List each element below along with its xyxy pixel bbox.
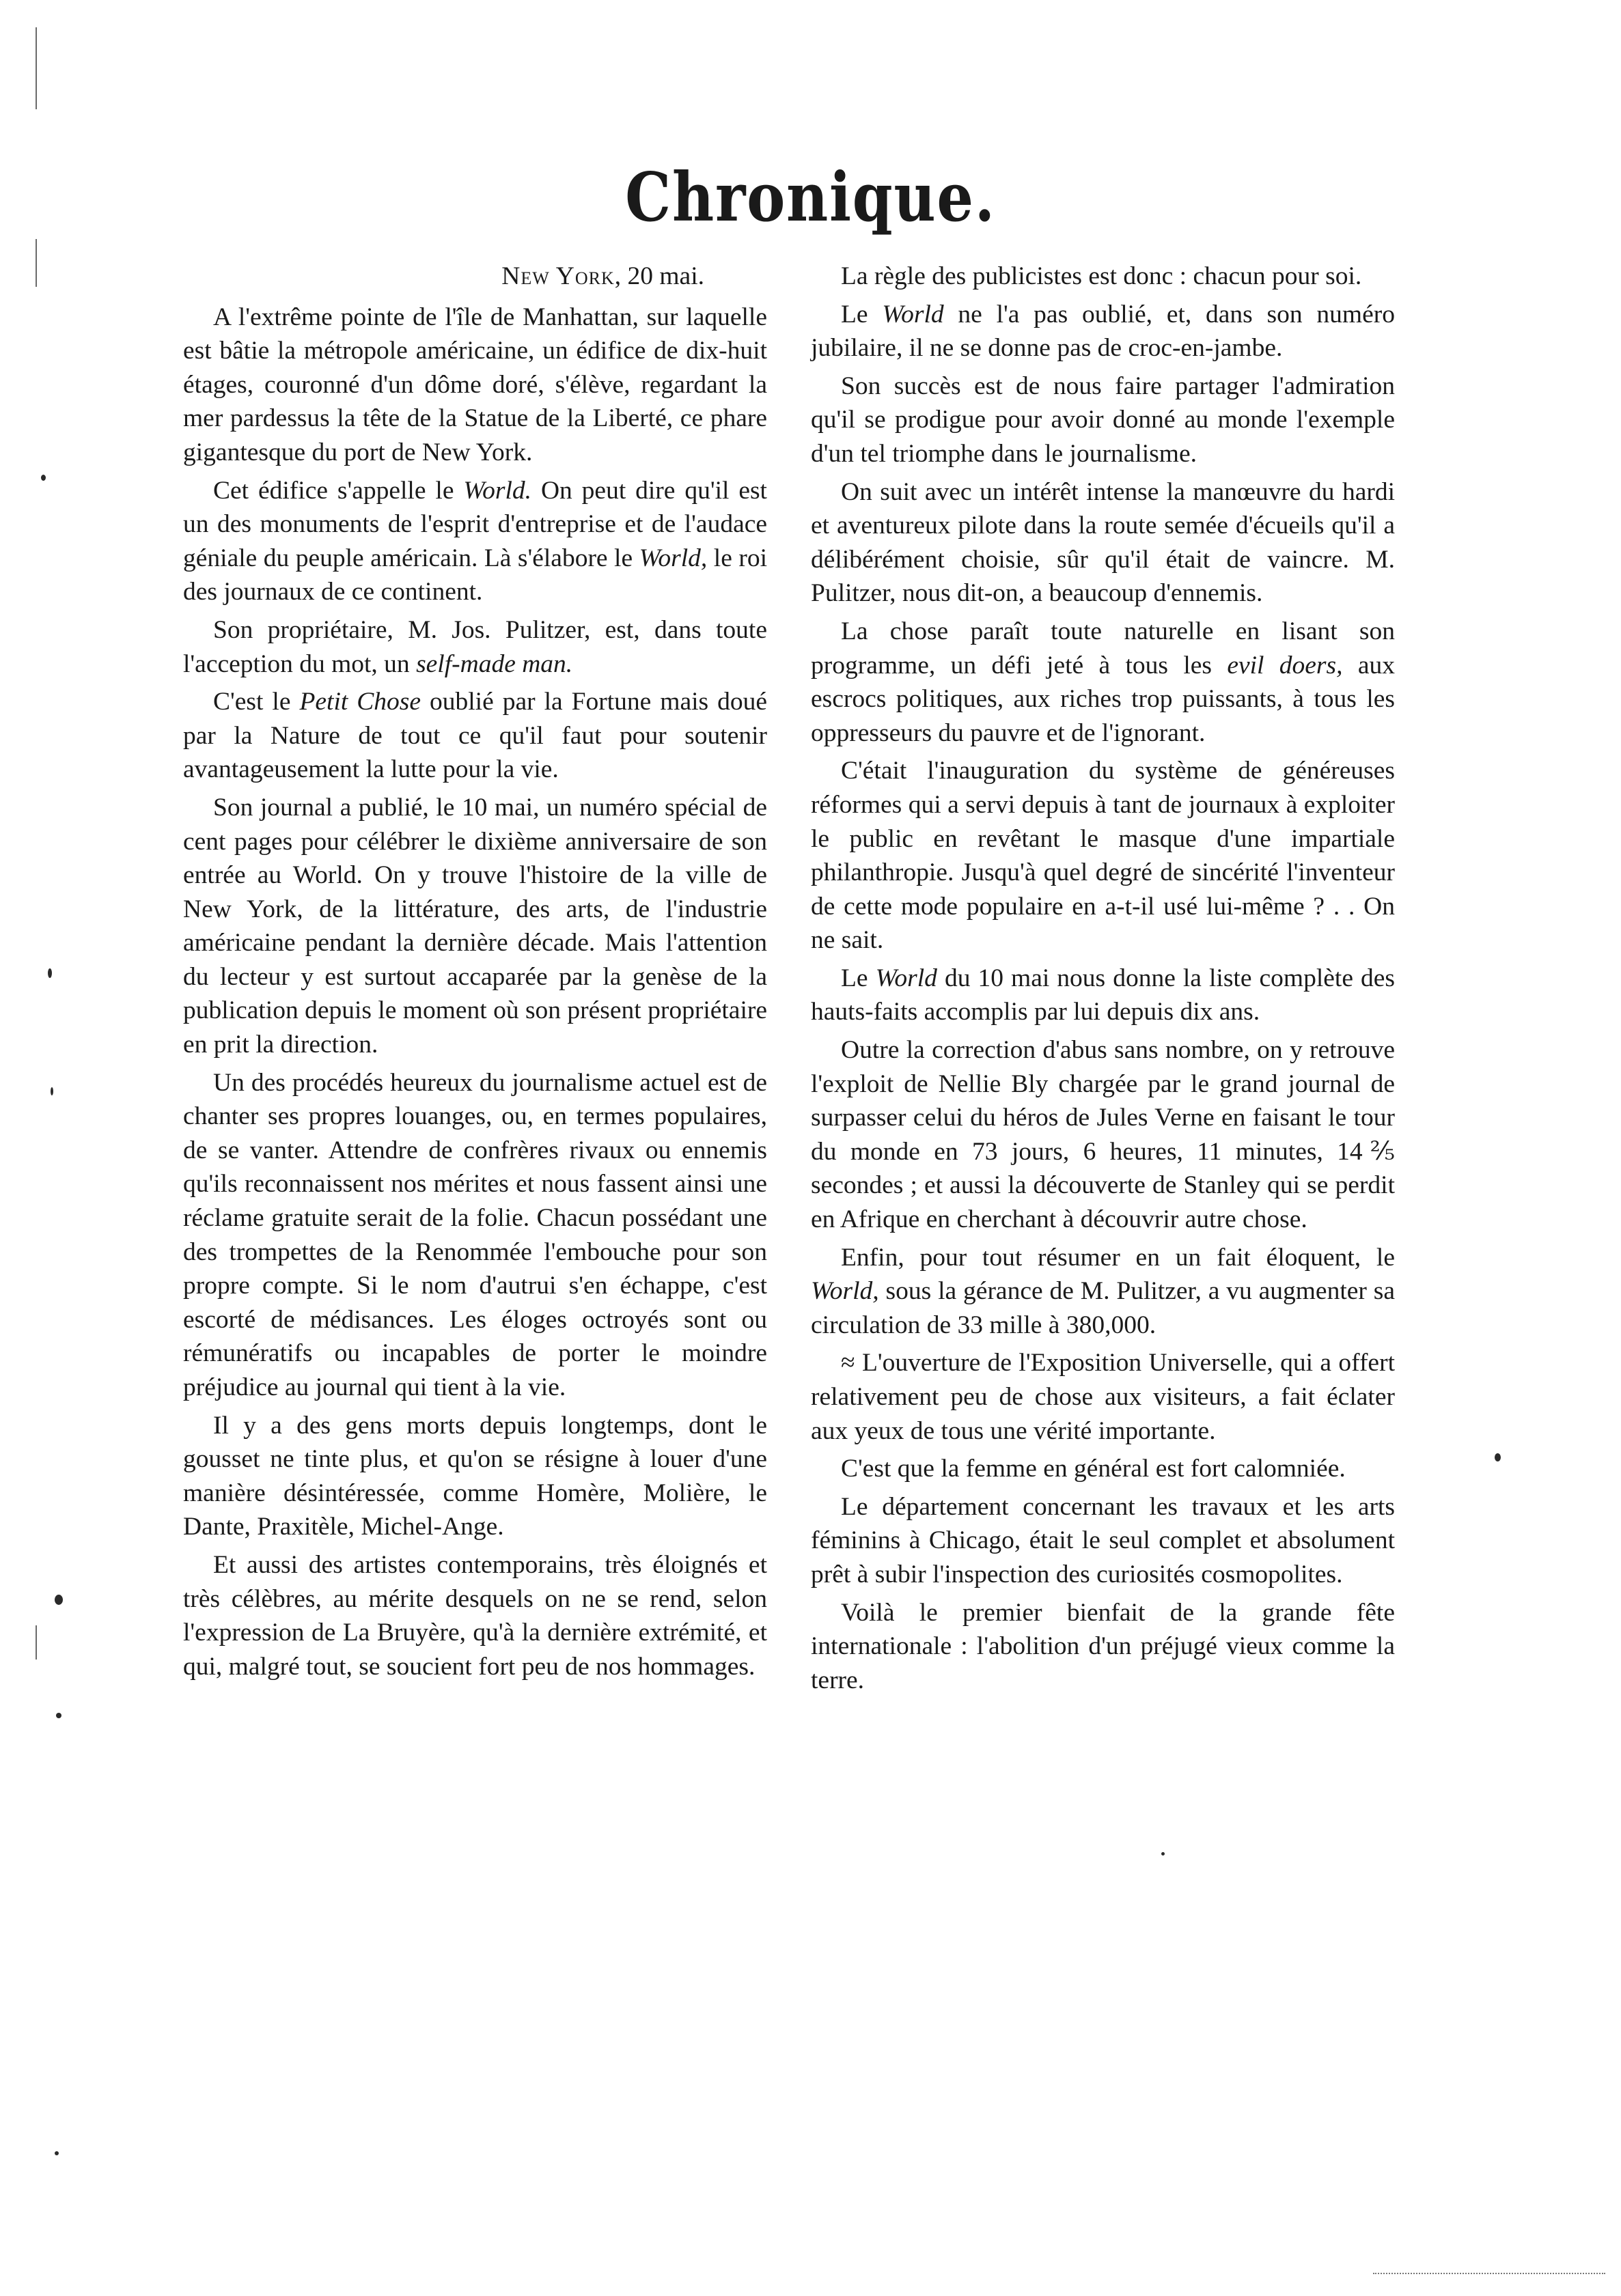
paragraph-text: le roi des journaux de ce continent. — [183, 544, 767, 606]
paragraph-text: Outre la correction d'abus sans nombre, on y retrouve l'exploit de Nellie Bly chargée par le grand journal de surpasser celui du héros de Jules Verne en faisant le tour du monde en 73 jours, 6 heures, 11 minutes, 14⅖ secondes ; et aussi la découverte de Stanley qui se perdit en Afrique en cherchant à découvrir autre chose. — [811, 1036, 1395, 1234]
paragraph — [811, 1490, 1395, 1592]
paragraph — [811, 260, 1395, 294]
paragraph-text: Son propriétaire, M. Jos. Pulitzer, est, dans toute l'acception du mot, un — [183, 615, 767, 678]
margin-speck — [1161, 1852, 1165, 1856]
italic-phrase: World, — [811, 1277, 879, 1306]
paragraph-text: Le — [841, 300, 883, 328]
paragraph — [183, 791, 767, 1062]
paragraph — [183, 1066, 767, 1405]
italic-phrase: self-made man. — [416, 649, 573, 678]
paragraph — [811, 369, 1395, 471]
paragraph-text: oublié par la Fortune mais doué par la Nature de tout ce qu'il faut pour soutenir avantageusement la lutte pour la vie. — [183, 688, 767, 784]
dateline-date: , 20 mai. — [614, 262, 704, 290]
paragraph-text: du 10 mai nous donne la liste complète des hauts-faits accomplis par lui depuis dix ans. — [811, 964, 1395, 1026]
margin-speck — [55, 1595, 63, 1605]
paragraph — [183, 300, 767, 470]
margin-speck — [48, 968, 52, 978]
margin-speck — [41, 475, 46, 481]
margin-speck — [51, 1087, 53, 1095]
paragraph — [183, 1409, 767, 1544]
paragraph-text: Il y a des gens morts depuis longtemps, dont le gousset ne tinte plus, et qu'on se résigne à louer d'une manière désintéressée, comme Homère, Molière, le Dante, Praxitèle, Michel-Ange. — [183, 1411, 767, 1541]
paragraph — [183, 1548, 767, 1683]
italic-phrase: Petit Chose — [299, 688, 421, 716]
paragraph — [183, 474, 767, 609]
paragraph-text: ne l'a pas oublié, et, dans son numéro jubilaire, il ne se donne pas de croc-en-jambe. — [811, 300, 1395, 363]
paragraph-text: ≈ L'ouverture de l'Exposition Universelle, qui a offert relativement peu de chose aux visiteurs, a fait éclater aux yeux de tous une vérité importante. — [811, 1349, 1395, 1445]
paragraph-text: Son succès est de nous faire partager l'admiration qu'il se prodigue pour avoir donné au monde l'exemple d'un tel triomphe dans le journalisme. — [811, 372, 1395, 468]
paragraph-text: Enfin, pour tout résumer en un fait éloquent, le — [841, 1243, 1395, 1272]
margin-rule — [36, 239, 37, 287]
paragraph — [811, 615, 1395, 750]
dateline — [183, 260, 767, 294]
page-title: Chronique. — [625, 158, 996, 237]
italic-phrase: World, — [639, 544, 708, 572]
paragraph — [183, 613, 767, 681]
italic-phrase: World — [875, 964, 937, 992]
paragraph-text: Cet édifice s'appelle le — [213, 476, 464, 505]
paragraph-text: C'était l'inauguration du système de généreuses réformes qui a servi depuis à tant de journaux à exploiter le public en revêtant le masque d'une impartiale philanthropie. Jusqu'à quel degré de sincérité l'inventeur de cette mode populaire en a-t-il usé lui-même ? . . On ne sait. — [811, 757, 1395, 955]
paragraph-text: Et aussi des artistes contemporains, très éloignés et très célèbres, au mérite desquels on ne se rend, selon l'expression de La Bruyère, qu'à la dernière extrémité, et qui, malgré tout, se soucient fort peu de nos hommages. — [183, 1550, 767, 1681]
paragraph — [811, 475, 1395, 611]
paragraph-text: A l'extrême pointe de l'île de Manhattan, sur laquelle est bâtie la métropole américaine, un édifice de dix-huit étages, couronné d'un dôme doré, s'élève, regardant la mer pardessus la tête de la Statue de la Liberté, ce phare gigantesque du port de New York. — [183, 303, 767, 466]
margin-speck — [1495, 1453, 1501, 1461]
bottom-edge-marks — [1373, 2273, 1605, 2277]
paragraph-text: La règle des publicistes est donc : chacun pour soi. — [841, 262, 1362, 290]
paragraph-text: On suit avec un intérêt intense la manœuvre du hardi et aventureux pilote dans la route semée d'écueils qu'il a délibérément choisie, sûr qu'il était de vaincre. M. Pulitzer, nous dit-on, a beaucoup d'ennemis. — [811, 477, 1395, 608]
italic-phrase: World. — [463, 476, 532, 505]
paragraph — [811, 962, 1395, 1029]
paragraph — [183, 685, 767, 787]
paragraph-text: Voilà le premier bienfait de la grande fête internationale : l'abolition d'un préjugé vieux comme la terre. — [811, 1598, 1395, 1694]
margin-speck — [55, 2151, 59, 2155]
margin-speck — [56, 1713, 61, 1718]
paragraph — [811, 1346, 1395, 1448]
dateline-city: New York — [501, 262, 615, 290]
paragraph — [811, 298, 1395, 365]
italic-phrase: World — [882, 300, 944, 328]
paragraph-text: Un des procédés heureux du journalisme actuel est de chanter ses propres louanges, ou, en termes populaires, de se vanter. Attendre de confrères rivaux ou ennemis qu'ils reconnaissent nos mérites et nous fassent ainsi une réclame gratuite serait de la folie. Chacun possédant une des trompettes de la Renommée l'embouche pour son propre compte. Si le nom d'autrui s'en échappe, c'est escorté de médisances. Les éloges octroyés sont ou rémunératifs ou incapables de porter le moindre préjudice au journal qui tient à la vie. — [183, 1068, 767, 1401]
paragraph — [811, 754, 1395, 957]
paragraph — [811, 1241, 1395, 1343]
left-column — [183, 260, 767, 1683]
italic-phrase: evil doers, — [1227, 651, 1343, 680]
paragraph-text: C'est le — [213, 688, 300, 716]
right-column — [811, 260, 1395, 1697]
margin-rule — [36, 1625, 37, 1660]
paragraph — [811, 1452, 1395, 1486]
paragraph-text: aux escrocs politiques, aux riches trop puissants, à tous les oppresseurs du pauvre et de l'ignorant. — [811, 651, 1395, 747]
paragraph-text: Son journal a publié, le 10 mai, un numéro spécial de cent pages pour célébrer le dixième anniversaire de son entrée au World. On y trouve l'histoire de la ville de New York, de la littérature, des arts, de l'industrie américaine pendant la dernière décade. Mais l'attention du lecteur y est surtout accaparée par la genèse de la publication depuis le moment où son présent propriétaire en prit la direction. — [183, 793, 767, 1059]
paragraph-text: sous la gérance de M. Pulitzer, a vu augmenter sa circulation de 33 mille à 380,000. — [811, 1277, 1395, 1339]
paragraph-text: Le département concernant les travaux et les arts féminins à Chicago, était le seul complet et absolument prêt à subir l'inspection des curiosités cosmopolites. — [811, 1492, 1395, 1588]
paragraph-text: Le — [841, 964, 876, 992]
margin-rule — [36, 27, 37, 109]
paragraph-text: La chose paraît toute naturelle en lisant son programme, un défi jeté à tous les — [811, 617, 1395, 680]
paragraph — [811, 1033, 1395, 1237]
paragraph-text: On peut dire qu'il est un des monuments de l'esprit d'entreprise et de l'audace géniale du peuple américain. Là s'élabore le — [183, 476, 767, 572]
paragraph — [811, 1596, 1395, 1698]
paragraph-text: C'est que la femme en général est fort calomniée. — [841, 1455, 1346, 1483]
